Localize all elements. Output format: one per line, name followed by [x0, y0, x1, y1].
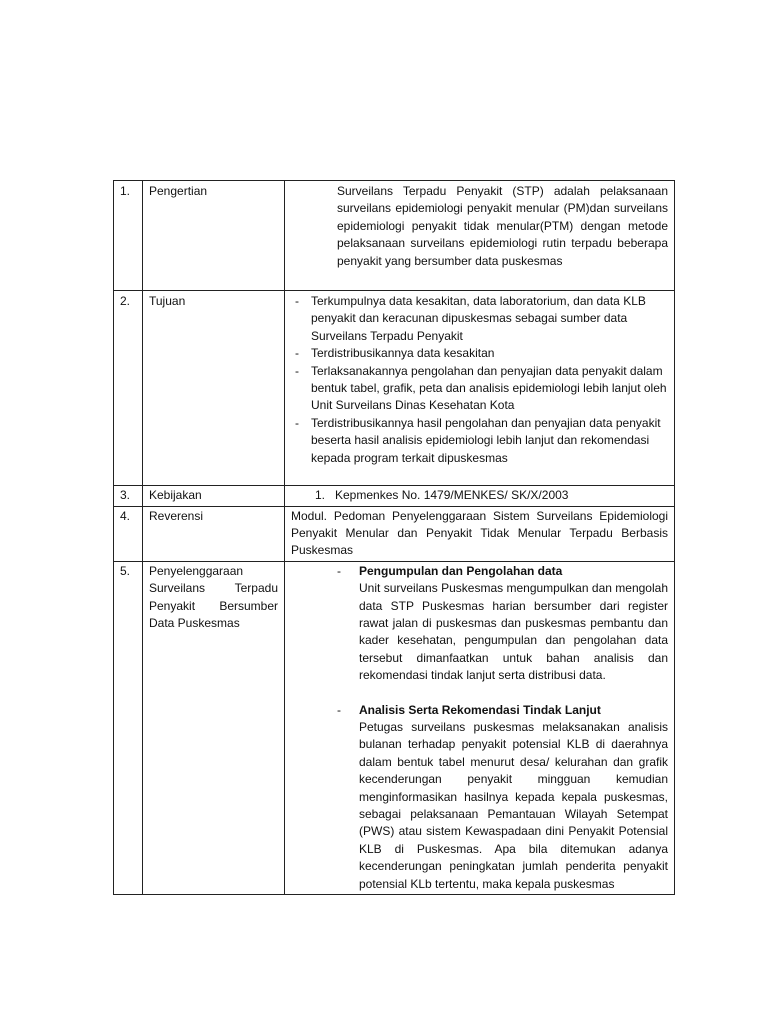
- row-content: [285, 561, 675, 894]
- row-content: [285, 486, 675, 506]
- row-content: [285, 291, 675, 486]
- list-item: - Terdistribusikannya data kesakitan: [291, 345, 668, 362]
- document-table: [113, 180, 675, 895]
- dash-bullet: -: [337, 702, 341, 717]
- row-number: 5.: [114, 561, 143, 894]
- row-label: [143, 561, 285, 894]
- list-item: - Terlaksanakannya pengolahan dan penyajian data penyakit dalam bentuk tabel, grafik, peta dan analisis epidemiologi lebih lanjut oleh Unit Surveilans Dinas Kesehatan Kota: [291, 363, 668, 415]
- section-heading: Pengumpulan dan Pengolahan data: [359, 563, 563, 578]
- row-number: 4.: [114, 506, 143, 561]
- row-number: 2.: [114, 291, 143, 486]
- policy-item-text: Kepmenkes No. 1479/MENKES/ SK/X/2003: [335, 488, 569, 503]
- row-number: 1.: [114, 181, 143, 291]
- table-row: [114, 561, 675, 894]
- definition-text: Surveilans Terpadu Penyakit (STP) adalah pelaksanaan surveilans epidemiologi penyakit menular (PM)dan surveilans epidemiologi penyakit tidak menular(PTM) dengan metode pelaksanaan surveilans epidemiologi rutin terpadu beberapa penyakit yang bersumber data puskesmas: [337, 184, 668, 268]
- implementation-section: [337, 563, 668, 685]
- implementation-section: [337, 702, 668, 893]
- table-row: [114, 181, 675, 291]
- section-body: Petugas surveilans puskesmas melaksanakan analisis bulanan terhadap penyakit potensial KLB di daerahnya dalam bentuk tabel menurut desa/ kelurahan dan grafik kecenderungan penyakit mingguan kemudian menginformasikan hasilnya kepada kepala puskesmas, sebagai pelaksanaan Pemantauan Wilayah Setempat (PWS) atau sistem Kewaspadaan dini Penyakit Potensial KLB di Puskesmas. Apa bila ditemukan adanya kecenderungan peningkatan jumlah penderita penyakit potensial KLb tertentu, maka kepala puskesmas: [359, 719, 668, 891]
- section-body: Unit surveilans Puskesmas mengumpulkan dan mengolah data STP Puskesmas harian bersumber dari register rawat jalan di puskesmas dan puskesmas pembantu dan kader kesehatan, pengumpulan dan pengolahan data tersebut dimanfaatkan untuk bahan analisis dan rekomendasi tindak lanjut serta distribusi data.: [359, 581, 668, 683]
- table-row: [114, 486, 675, 506]
- list-item: - Terkumpulnya data kesakitan, data laboratorium, dan data KLB penyakit dan keracunan dipuskesmas sebagai sumber data Surveilans Terpadu Penyakit: [291, 293, 668, 345]
- policy-item: [291, 487, 668, 504]
- section-heading: Analisis Serta Rekomendasi Tindak Lanjut: [359, 702, 601, 717]
- row-label: Reverensi: [143, 506, 285, 561]
- row-label: Tujuan: [143, 291, 285, 486]
- row-content: [285, 506, 675, 561]
- row-number: 3.: [114, 486, 143, 506]
- objectives-list: [291, 293, 668, 467]
- dash-bullet: -: [337, 563, 341, 578]
- table-row: [114, 291, 675, 486]
- table-row: [114, 506, 675, 561]
- row-content: [285, 181, 675, 291]
- list-item: - Terdistribusikannya hasil pengolahan dan penyajian data penyakit beserta hasil analisis epidemiologi lebih lanjut dan rekomendasi kepada program terkait dipuskesmas: [291, 415, 668, 467]
- row-label: Kebijakan: [143, 486, 285, 506]
- row-label: Pengertian: [143, 181, 285, 291]
- row-label-text: Penyelenggaraan Surveilans Terpadu Penyakit Bersumber Data Puskesmas: [149, 563, 278, 630]
- reference-text: Modul. Pedoman Penyelenggaraan Sistem Surveilans Epidemiologi Penyakit Menular dan Penyakit Tidak Menular Terpadu Berbasis Puskesmas: [291, 508, 668, 558]
- policy-item-number: 1.: [315, 488, 326, 503]
